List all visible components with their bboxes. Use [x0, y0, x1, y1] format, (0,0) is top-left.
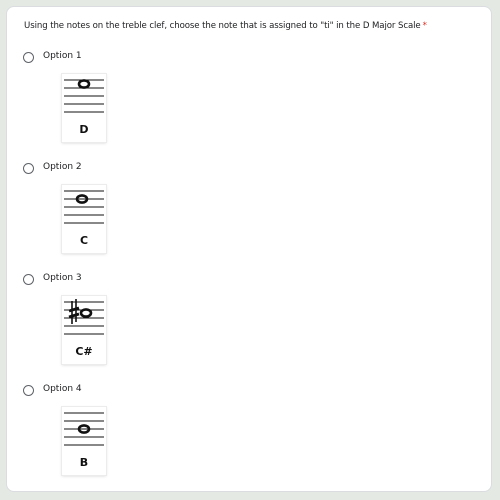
note-name-c: C — [79, 234, 89, 247]
radio-button-option-4[interactable] — [23, 385, 34, 396]
radio-button-option-3[interactable] — [23, 274, 34, 285]
note-name-d: D — [79, 123, 89, 136]
question-card — [6, 6, 492, 492]
option-4-label: Option 4 — [43, 384, 82, 394]
whole-note — [79, 80, 89, 87]
required-asterisk: * — [422, 21, 427, 31]
note-image-b — [62, 407, 106, 475]
whole-note — [81, 309, 91, 316]
question-text: Using the notes on the treble clef, choose the note that is assigned to "ti" in the D Major Scale — [24, 21, 421, 31]
note-image-d — [62, 74, 106, 142]
note-image-c — [62, 185, 106, 253]
option-1-label: Option 1 — [43, 51, 82, 61]
radio-button-option-1[interactable] — [23, 52, 34, 63]
question-title — [24, 21, 427, 31]
note-image-c-sharp — [62, 296, 106, 364]
option-2-label: Option 2 — [43, 162, 82, 172]
radio-button-option-2[interactable] — [23, 163, 34, 174]
note-name-c-sharp: C# — [75, 345, 93, 358]
note-name-b: B — [79, 456, 89, 469]
sharp-sign — [69, 299, 79, 324]
option-3-label: Option 3 — [43, 273, 82, 283]
